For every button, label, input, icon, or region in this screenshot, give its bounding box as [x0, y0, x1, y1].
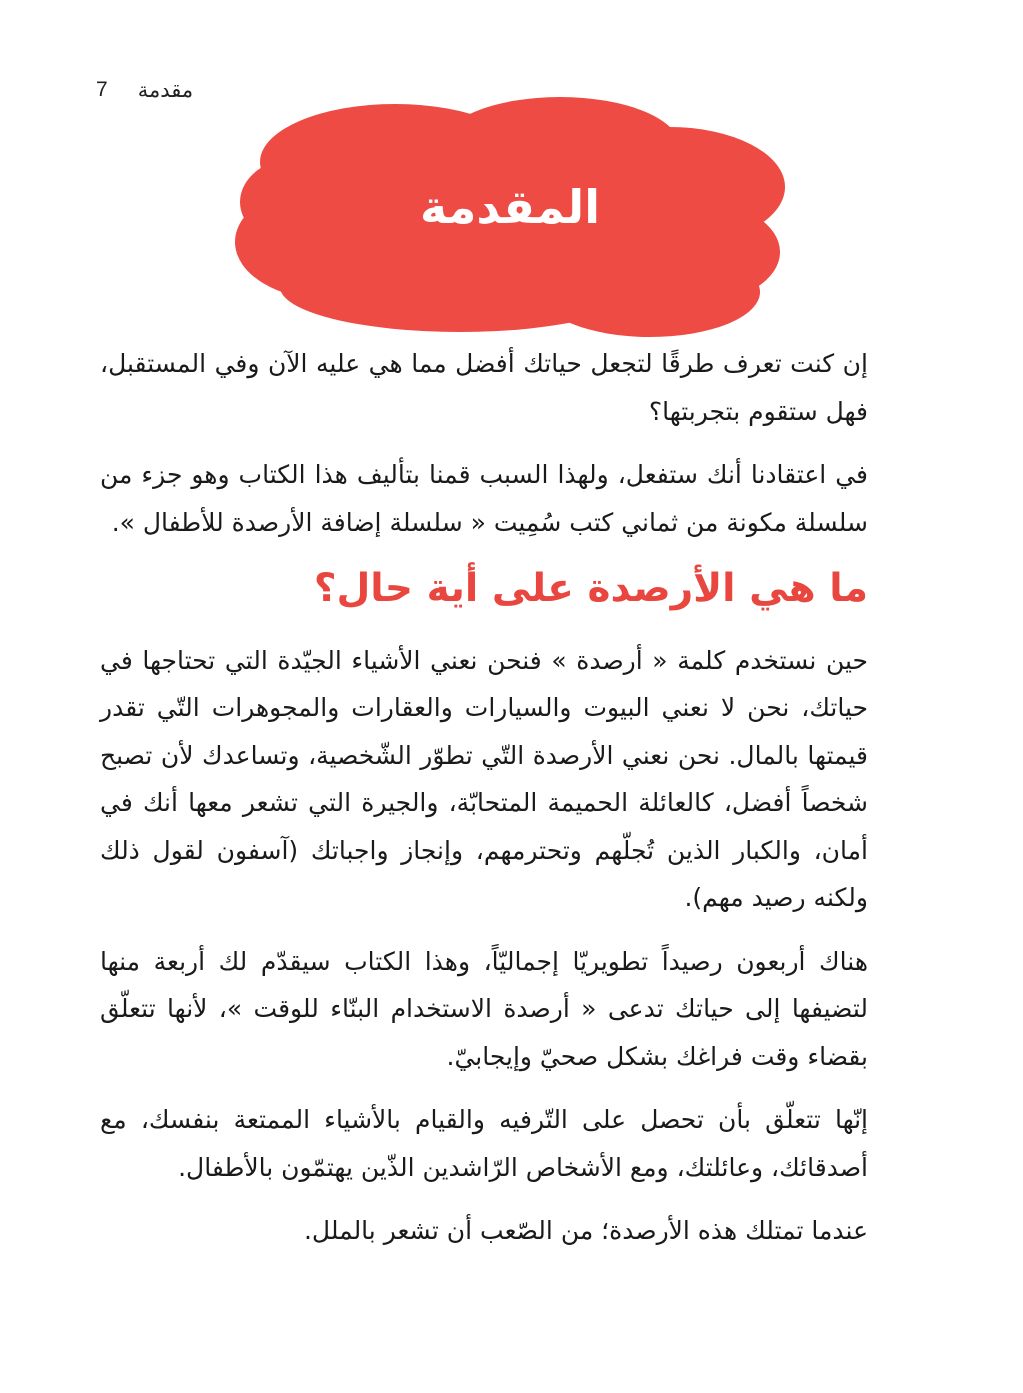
body-paragraph-3: إنّها تتعلّق بأن تحصل على التّرفيه والقيام بالأشياء الممتعة بنفسك، مع أصدقائك، وعائلتك، ومع الأشخاص الرّاشدين الذّين يهتمّون بالأطفال. [100, 1105, 868, 1182]
body-paragraph-2: هناك أربعون رصيداً تطويريّا إجماليّاً، وهذا الكتاب سيقدّم لك أربعة منها لتضيفها إلى حياتك تدعى « أرصدة الاستخدام البنّاء للوقت »، لأنها تتعلّق بقضاء وقت فراغك بشكل صحيّ وإيجابيّ. [100, 946, 868, 1071]
page-number: 7 [96, 78, 108, 101]
intro-paragraph-1: إن كنت تعرف طرقًا لتجعل حياتك أفضل مما هي عليه الآن وفي المستقبل، فهل ستقوم بتجربتها؟ [100, 349, 868, 426]
main-content [100, 340, 868, 1271]
intro-paragraph-2: في اعتقادنا أنك ستفعل، ولهذا السبب قمنا بتأليف هذا الكتاب وهو جزء من سلسلة مكونة من ثماني كتب سُمِيت « سلسلة إضافة الأرصدة للأطفال ». [100, 460, 868, 537]
section-heading: ما هي الأرصدة على أية حال؟ [313, 566, 868, 611]
body-paragraph-1: حين نستخدم كلمة « أرصدة » فنحن نعني الأشياء الجيّدة التي تحتاجها في حياتك، نحن لا نعني البيوت والسيارات والعقارات والمجوهرات التّي تقدر قيمتها بالمال. نحن نعني الأرصدة التّي تطوّر الشّخصية، وتساعدك لأن تصبح شخصاً أفضل، كالعائلة الحميمة المتحابّة، والجيرة التي تشعر معها أنك في أمان، والكبار الذين تُجلّهم وتحترمهم، وإنجاز واجباتك (آسفون لقول ذلك ولكنه رصيد مهم). [100, 645, 868, 913]
page-title: المقدمة [420, 180, 600, 234]
body-paragraph-4: عندما تمتلك هذه الأرصدة؛ من الصّعب أن تشعر بالملل. [303, 1216, 868, 1246]
running-header [96, 74, 236, 106]
running-title: مقدمة [137, 78, 194, 102]
title-cloud-banner [230, 92, 790, 342]
